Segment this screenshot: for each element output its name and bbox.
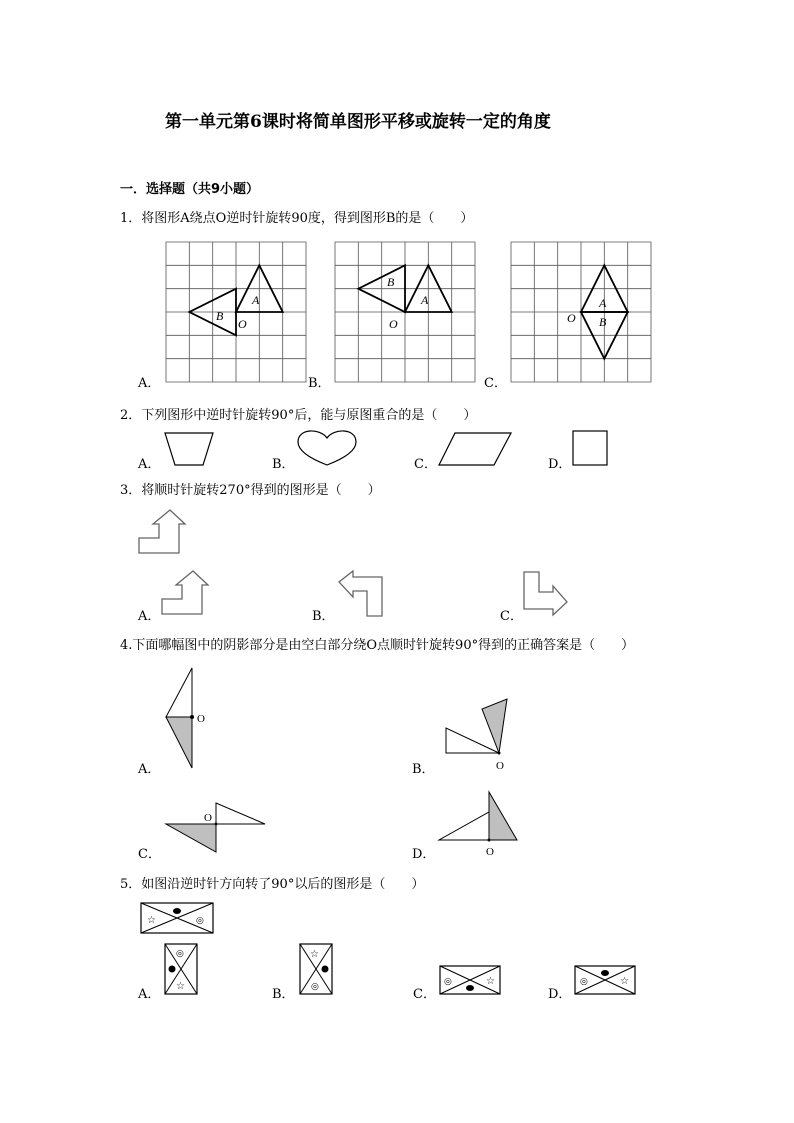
- q3-option-c-arrow-icon: [523, 571, 569, 617]
- q4-option-a-label[interactable]: A．: [138, 762, 161, 777]
- question-1-text: 1．将图形A绕点O逆时针旋转90度，得到图形B的是（ ）: [120, 211, 474, 226]
- q2-option-d-square-icon: [572, 430, 608, 466]
- q5d-ring-icon: ◎: [580, 976, 588, 986]
- q3-option-b-label[interactable]: B．: [312, 609, 335, 624]
- q1-option-b-figure: [335, 242, 475, 382]
- q1-option-b-label[interactable]: B．: [308, 376, 331, 391]
- q4-option-c-label[interactable]: C．: [138, 847, 161, 862]
- page-title: 第一单元第6课时将简单图形平移或旋转一定的角度: [165, 112, 551, 132]
- q4c-shaded-triangle: [166, 824, 216, 852]
- q2-option-c-parallelogram-icon: [438, 432, 512, 466]
- question-5-text: 5．如图沿逆时针方向转了90°以后的图形是（ ）: [120, 877, 425, 892]
- q4-option-a-figure: [160, 665, 220, 775]
- q3-option-c-label[interactable]: C．: [500, 609, 523, 624]
- q5-option-d-figure: [574, 965, 636, 995]
- q2-option-b-label[interactable]: B．: [272, 457, 295, 472]
- q4-option-d-label[interactable]: D．: [412, 847, 436, 862]
- question-2-text: 2．下列图形中逆时针旋转90°后，能与原图重合的是（ ）: [120, 408, 477, 423]
- q1b-label-a: A: [421, 293, 429, 307]
- q5c-ring-icon: ◎: [444, 976, 452, 986]
- q3-option-a-arrow-icon: [161, 570, 209, 616]
- q1-option-c-figure: [511, 242, 651, 382]
- q2-option-c-label[interactable]: C．: [414, 457, 437, 472]
- q5-option-b-label[interactable]: B．: [272, 987, 295, 1002]
- q5-option-a-figure: [164, 943, 198, 995]
- q5b-ring-icon: ◎: [311, 981, 319, 991]
- q4-option-b-label[interactable]: B．: [412, 762, 435, 777]
- q1b-label-o: O: [389, 317, 398, 331]
- question-3-text: 3．将顺时针旋转270°得到的图形是（ ）: [120, 483, 381, 498]
- q1-option-c-label[interactable]: C．: [484, 376, 507, 391]
- q4a-label-o: O: [197, 713, 205, 725]
- q5a-star-icon: ☆: [176, 981, 185, 992]
- q2-option-d-label[interactable]: D．: [548, 457, 572, 472]
- section-heading: 一．选择题（共9小题）: [120, 182, 260, 197]
- q4c-label-o: O: [204, 812, 212, 824]
- q5-option-b-figure: [299, 943, 333, 995]
- q2-option-a-label[interactable]: A．: [138, 457, 161, 472]
- q4-option-c-figure: [163, 800, 273, 850]
- q3-original-arrow-icon: [138, 509, 186, 555]
- q5-star-icon: ☆: [147, 915, 156, 926]
- q3-option-a-label[interactable]: A．: [138, 609, 161, 624]
- q5a-ring-icon: ◎: [176, 948, 184, 958]
- q2-option-a-trapezoid-icon: [164, 432, 214, 466]
- q5-original-rectangle-figure: [140, 902, 214, 934]
- q1c-label-b: B: [599, 315, 607, 329]
- q3-option-b-arrow-icon: [338, 570, 384, 618]
- q5b-star-icon: ☆: [310, 949, 319, 960]
- q1c-label-o: O: [567, 311, 576, 325]
- q1c-label-a: A: [599, 296, 607, 310]
- q5-option-c-figure: [439, 965, 501, 995]
- q1a-label-o: O: [238, 317, 247, 331]
- q1a-label-b: B: [216, 309, 224, 323]
- q5d-star-icon: ☆: [620, 976, 629, 987]
- q1-option-a-label[interactable]: A．: [138, 376, 161, 391]
- q4b-label-o: O: [496, 760, 504, 772]
- q2-option-b-heart-icon: [296, 430, 358, 466]
- q5-option-a-label[interactable]: A．: [138, 987, 161, 1002]
- q5-ring-icon: ◎: [196, 915, 204, 925]
- q1-option-a-figure: [166, 242, 306, 382]
- q4b-shaded-triangle: [482, 699, 507, 753]
- q4-option-d-figure: [437, 790, 527, 860]
- question-4-text: 4.下面哪幅图中的阴影部分是由空白部分绕O点顺时针旋转90°得到的正确答案是（ ）: [120, 638, 635, 653]
- q4-option-b-figure: [445, 698, 515, 778]
- q5-option-c-label[interactable]: C．: [413, 987, 436, 1002]
- q5-option-d-label[interactable]: D．: [548, 987, 572, 1002]
- q4a-shaded-triangle: [166, 717, 192, 768]
- q4d-shaded-triangle: [489, 792, 517, 840]
- q1b-label-b: B: [387, 275, 395, 289]
- q1a-label-a: A: [252, 293, 260, 307]
- q5c-star-icon: ☆: [486, 976, 495, 987]
- q4d-label-o: O: [486, 846, 494, 858]
